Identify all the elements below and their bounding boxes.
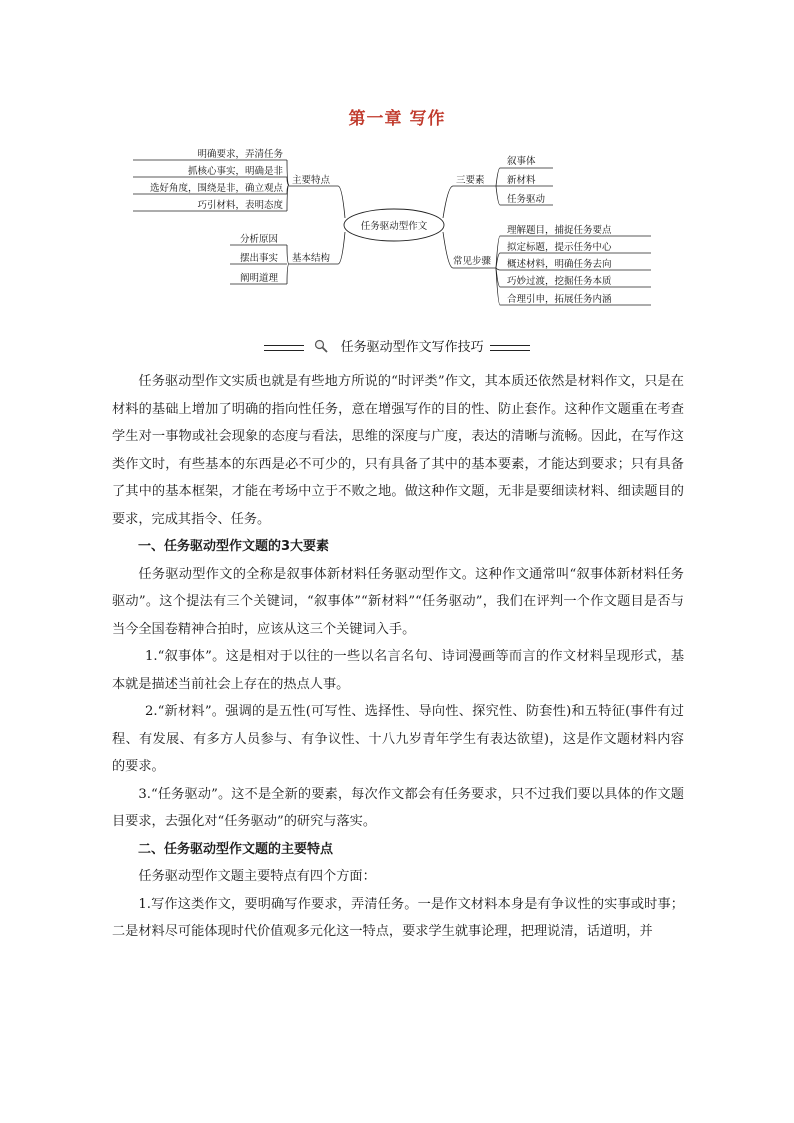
mm-right-bottom-item-5: 合理引申，拓展任务内涵 bbox=[507, 294, 612, 305]
right-top-items bbox=[500, 155, 553, 205]
mm-center: 任务驱动型作文 bbox=[360, 221, 428, 232]
mm-left-bottom-label: 基本结构 bbox=[292, 253, 331, 264]
paragraph-2: 1.“叙事体”。这是相对于以往的一些以名言名句、诗词漫画等而言的作文材料呈现形式，基本就是描述当前社会上存在的热点人事。 bbox=[112, 649, 684, 692]
right-bottom-items bbox=[500, 224, 651, 305]
mm-right-bottom-label: 常见步骤 bbox=[453, 256, 492, 267]
section-heading bbox=[0, 336, 794, 357]
mm-left-top-item-2: 抓核心事实，明确是非 bbox=[187, 166, 283, 177]
mm-left-bottom-item-2: 摆出事实 bbox=[240, 253, 279, 264]
body-content bbox=[112, 368, 684, 946]
mm-left-top-item-3: 选好角度，围绕是非，确立观点 bbox=[149, 183, 283, 194]
mm-right-bottom-item-2: 拟定标题，提示任务中心 bbox=[507, 242, 612, 253]
mm-left-top-label: 主要特点 bbox=[292, 175, 331, 186]
mm-right-top-item-1: 叙事体 bbox=[507, 156, 536, 167]
mm-right-bottom-item-1: 理解题目，捕捉任务要点 bbox=[507, 225, 612, 236]
left-bottom-items bbox=[230, 233, 287, 284]
mm-left-bottom-item-3: 阐明道理 bbox=[240, 273, 279, 284]
heading-rule-left bbox=[264, 345, 304, 351]
mm-right-bottom-item-3: 概述材料，明确任务去向 bbox=[507, 259, 612, 270]
left-top-items bbox=[133, 148, 287, 211]
section-heading-text: 任务驱动型作文写作技巧 bbox=[340, 340, 484, 355]
intro-paragraph: 任务驱动型作文实质也就是有些地方所说的“时评类”作文，其本质还依然是材料作文，只是在材料的基础上增加了明确的指向性任务，意在增强写作的目的性、防止套作。这种作文题重在考查学生对一事物或社会现象的态度与看法，思维的深度与广度，表达的清晰与流畅。因此，在写作这类作文时，有些基本的东西是必不可少的，只有具备了其中的基本要素，才能达到要求；只有具备了其中的基本框架，才能在考场中立于不败之地。做这种作文题，无非是要细读材料、细读题目的要求，完成其指令、任务。 bbox=[112, 374, 684, 527]
mindmap-diagram bbox=[0, 0, 794, 320]
heading-rule-right bbox=[490, 345, 530, 351]
mm-left-bottom-item-1: 分析原因 bbox=[240, 234, 279, 245]
heading-main-features: 二、任务驱动型作文题的主要特点 bbox=[138, 841, 334, 857]
mm-right-top-item-3: 任务驱动 bbox=[507, 194, 546, 205]
mm-right-top-item-2: 新材料 bbox=[507, 175, 536, 186]
paragraph-6: 1.写作这类作文，要明确写作要求，弄清任务。一是作文材料本身是有争议性的实事或时事；二是材料尽可能体现时代价值观多元化这一特点，要求学生就事论理，把理说清，话道明，并 bbox=[112, 896, 684, 939]
paragraph-4: 3.“任务驱动”。这不是全新的要素，每次作文都会有任务要求，只不过我们要以具体的作文题目要求，去强化对“任务驱动”的研究与落实。 bbox=[112, 786, 684, 829]
mm-left-top-item-1: 明确要求，弄清任务 bbox=[197, 149, 283, 160]
mm-right-top-label: 三要素 bbox=[456, 175, 485, 186]
magnifier-icon bbox=[314, 339, 328, 357]
paragraph-1: 任务驱动型作文的全称是叙事体新材料任务驱动型作文。这种作文通常叫“叙事体新材料任务驱动”。这个提法有三个关键词，“叙事体”“新材料”“任务驱动”，我们在评判一个作文题目是否与当今全国卷精神合拍时，应该从这三个关键词入手。 bbox=[112, 566, 684, 637]
paragraph-3: 2.“新材料”。强调的是五性(可写性、选择性、导向性、探究性、防套性)和五特征(事件有过程、有发展、有多方人员参与、有争议性、十八九岁青年学生有表达欲望)，这是作文题材料内容的要求。 bbox=[112, 704, 684, 774]
mm-right-bottom-item-4: 巧妙过渡，挖掘任务本质 bbox=[507, 276, 612, 287]
chapter-title: 第一章 写作 bbox=[348, 109, 446, 129]
mm-left-top-item-4: 巧引材料，表明态度 bbox=[197, 200, 283, 211]
paragraph-5: 任务驱动型作文题主要特点有四个方面： bbox=[138, 869, 376, 884]
heading-three-elements: 一、任务驱动型作文题的3大要素 bbox=[138, 539, 330, 554]
